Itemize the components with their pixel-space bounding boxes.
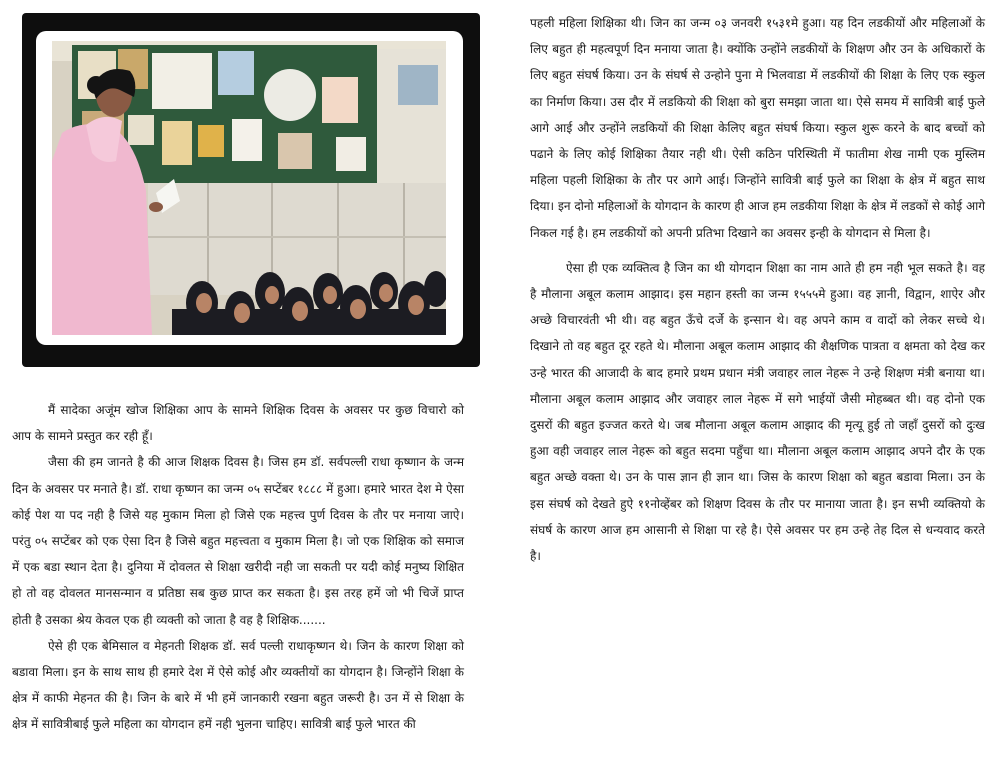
paragraph-savitribai: पहली महिला शिक्षिका थी। जिन का जन्म ०३ जनवरी १५३१मे हुआ। यह दिन लडकीयों और महिलाओं के लिए बहुत ही महत्वपूर्ण दिन मनाया जाता है। क्योंकि उन्होंने लडकीयों के शिक्षण और उन के अधिकारों के लिए बहुत संघर्ष किया। उन के संघर्ष से उन्होने पुना मे भिलवाडा में लडकीयों की शिक्षा के लिए एक स्कुल का निर्माण किया। उस दौर में लडकियो की शिक्षा को बुरा समझा जाता था। ऐसे समय में सावित्री बाई फुले आगे आई और उन्होंने लडकियों की शिक्षा केलिए बहुत संघर्ष किया। स्कुल शुरू करने के बाद बच्चों को पढाने के लिए कोई शिक्षिका तैयार नही थी। ऐसी कठिन परिस्थिती में फातीमा शेख नामी एक मुस्लिम महिला पहली शिक्षिका के तौर पर आगे आई। जिन्होंने सावित्री बाई फुले का शिक्षा के क्षेत्र में बहुत साथ दिया। इन दोनो महिलाओं के योगदान के कारण ही आज हम लडकीया शिक्षा के क्षेत्र में लडकों से कोई आगे निकल गई है। हम लडकीयों को अपनी प्रतिभा दिखाने का अवसर इन्ही के योगदान से मिला है। <box>530 16 985 240</box>
paragraph-teachers-day: जैसा की हम जानते है की आज शिक्षक दिवस है। जिस हम डॉ. सर्वपल्ली राधा कृष्णान के जन्म दिन के अवसर पर मनाते है। डॉ. राधा कृष्णन का जन्म ०५ सप्टेंबर १८८८ में हुआ। हमारे भारत देश मे ऐसा कोई पेश या पद नही है जिसे यह मुकाम मिला हो जिसे एक महत्त्व पुर्ण दिवस के तौर पर मनाया जाऐ। परंतु ०५ सप्टेंबर को एक ऐसा दिन है जिसे बहुत महत्त्वता व मुकाम मिला है। जो एक शिक्षिक को समाज में एक बडा स्थान देता है। दुनिया में दोवलत से शिक्षा खरीदी नही जा सकती पर यदी कोई मनुष्य शिक्षित हो तो वह दोवलत मानसन्मान व प्रतिष्ठा सब कुछ प्राप्त कर सकता है। इस तरह हमें जो भी चिजें प्राप्त होती है उसका श्रेय केवल एक ही व्यक्ती को जाता है वह है शिक्षिक....... <box>12 455 464 627</box>
paragraph-maulana-azad: ऐसा ही एक व्यक्तित्व है जिन का थी योगदान शिक्षा का नाम आते ही हम नही भूल सकते है। वह है मौलाना अबूल कलाम आझाद। इस महान हस्ती का जन्म १५५५मे हुआ। वह ज्ञानी, विद्वान, शाऐर और अच्छे विचारवंती भी थी। वह बहुत ऊँचे दर्जे के इन्सान थे। वह अपने काम व वादों को लेकर सच्चे थे। दिखाने तो वह बहुत दूर रहते थे। मौलाना अबूल कलाम आझाद की शैक्षणिक पात्रता व क्षमता को देख कर उन्हे भारत की आजादी के बाद हमारे प्रथम प्रधान मंत्री जवाहर लाल नेहरू ने उन्हे शिक्षण मंत्री बनाया था। मौलाना अबूल कलाम आझाद और जवाहर लाल नेहरू में सगे भाईयों जैसी मोहब्बत थी। वह दोनो एक दुसरों की बहुत इज्जत करते थे। जब मौलाना अबूल कलाम आझाद की मृत्यू हुई तो जहाँ दुसरों को दुःख हुआ वही जवाहर लाल नेहरू को बहुत सदमा पहुँचा था। मौलाना अबूल कलाम आझाद अपने दौर के एक बहुत अच्छे वक्ता थे। उन के पास ज्ञान ही ज्ञान था। जिस के कारण शिक्षा को बहुत बडावा मिला। उन के इस संघर्ष को देखते हुऐ ११नोव्हेंबर को शिक्षण दिवस के तौर पर मानाया जाता है। इन सभी व्यक्तियो के संघर्ष के कारण आज हम आसानी से शिक्षा पा रहे है। ऐसे अवसर पर हम उन्हे तेह दिल से धन्यवाद करते है। <box>530 260 985 564</box>
paragraph-intro: मैं सादेका अजूंम खोज शिक्षिका आप के सामने शिक्षिक दिवस के अवसर पर कुछ विचारो को आप के सामने प्रस्तुत कर रही हूँ। <box>12 403 464 444</box>
photo-frame <box>22 13 480 367</box>
classroom-photo <box>52 41 446 335</box>
classroom-photo-illustration <box>52 41 446 335</box>
photo-mat <box>36 31 463 345</box>
paragraph-radhakrishnan: ऐसे ही एक बेमिसाल व मेहनती शिक्षक डॉ. सर्व पल्ली राधाकृष्णन थे। जिन के कारण शिक्षा को बडावा मिला। इन के साथ साथ ही हमारे देश में ऐसे कोई और व्यक्तीयों का योगदान है। जिन्होंने शिक्षा के क्षेत्र में काफी मेहनत की है। जिन के बारे में भी हमें जानकारी रखना बहुत जरूरी है। उन में से शिक्षा के क्षेत्र में सावित्रीबाई फुले महिला का योगदान हमें नही भुलना चाहिए। सावित्री बाई फुले भारत की <box>12 638 464 732</box>
article-left-column <box>12 397 464 738</box>
article-right-column <box>530 10 985 569</box>
